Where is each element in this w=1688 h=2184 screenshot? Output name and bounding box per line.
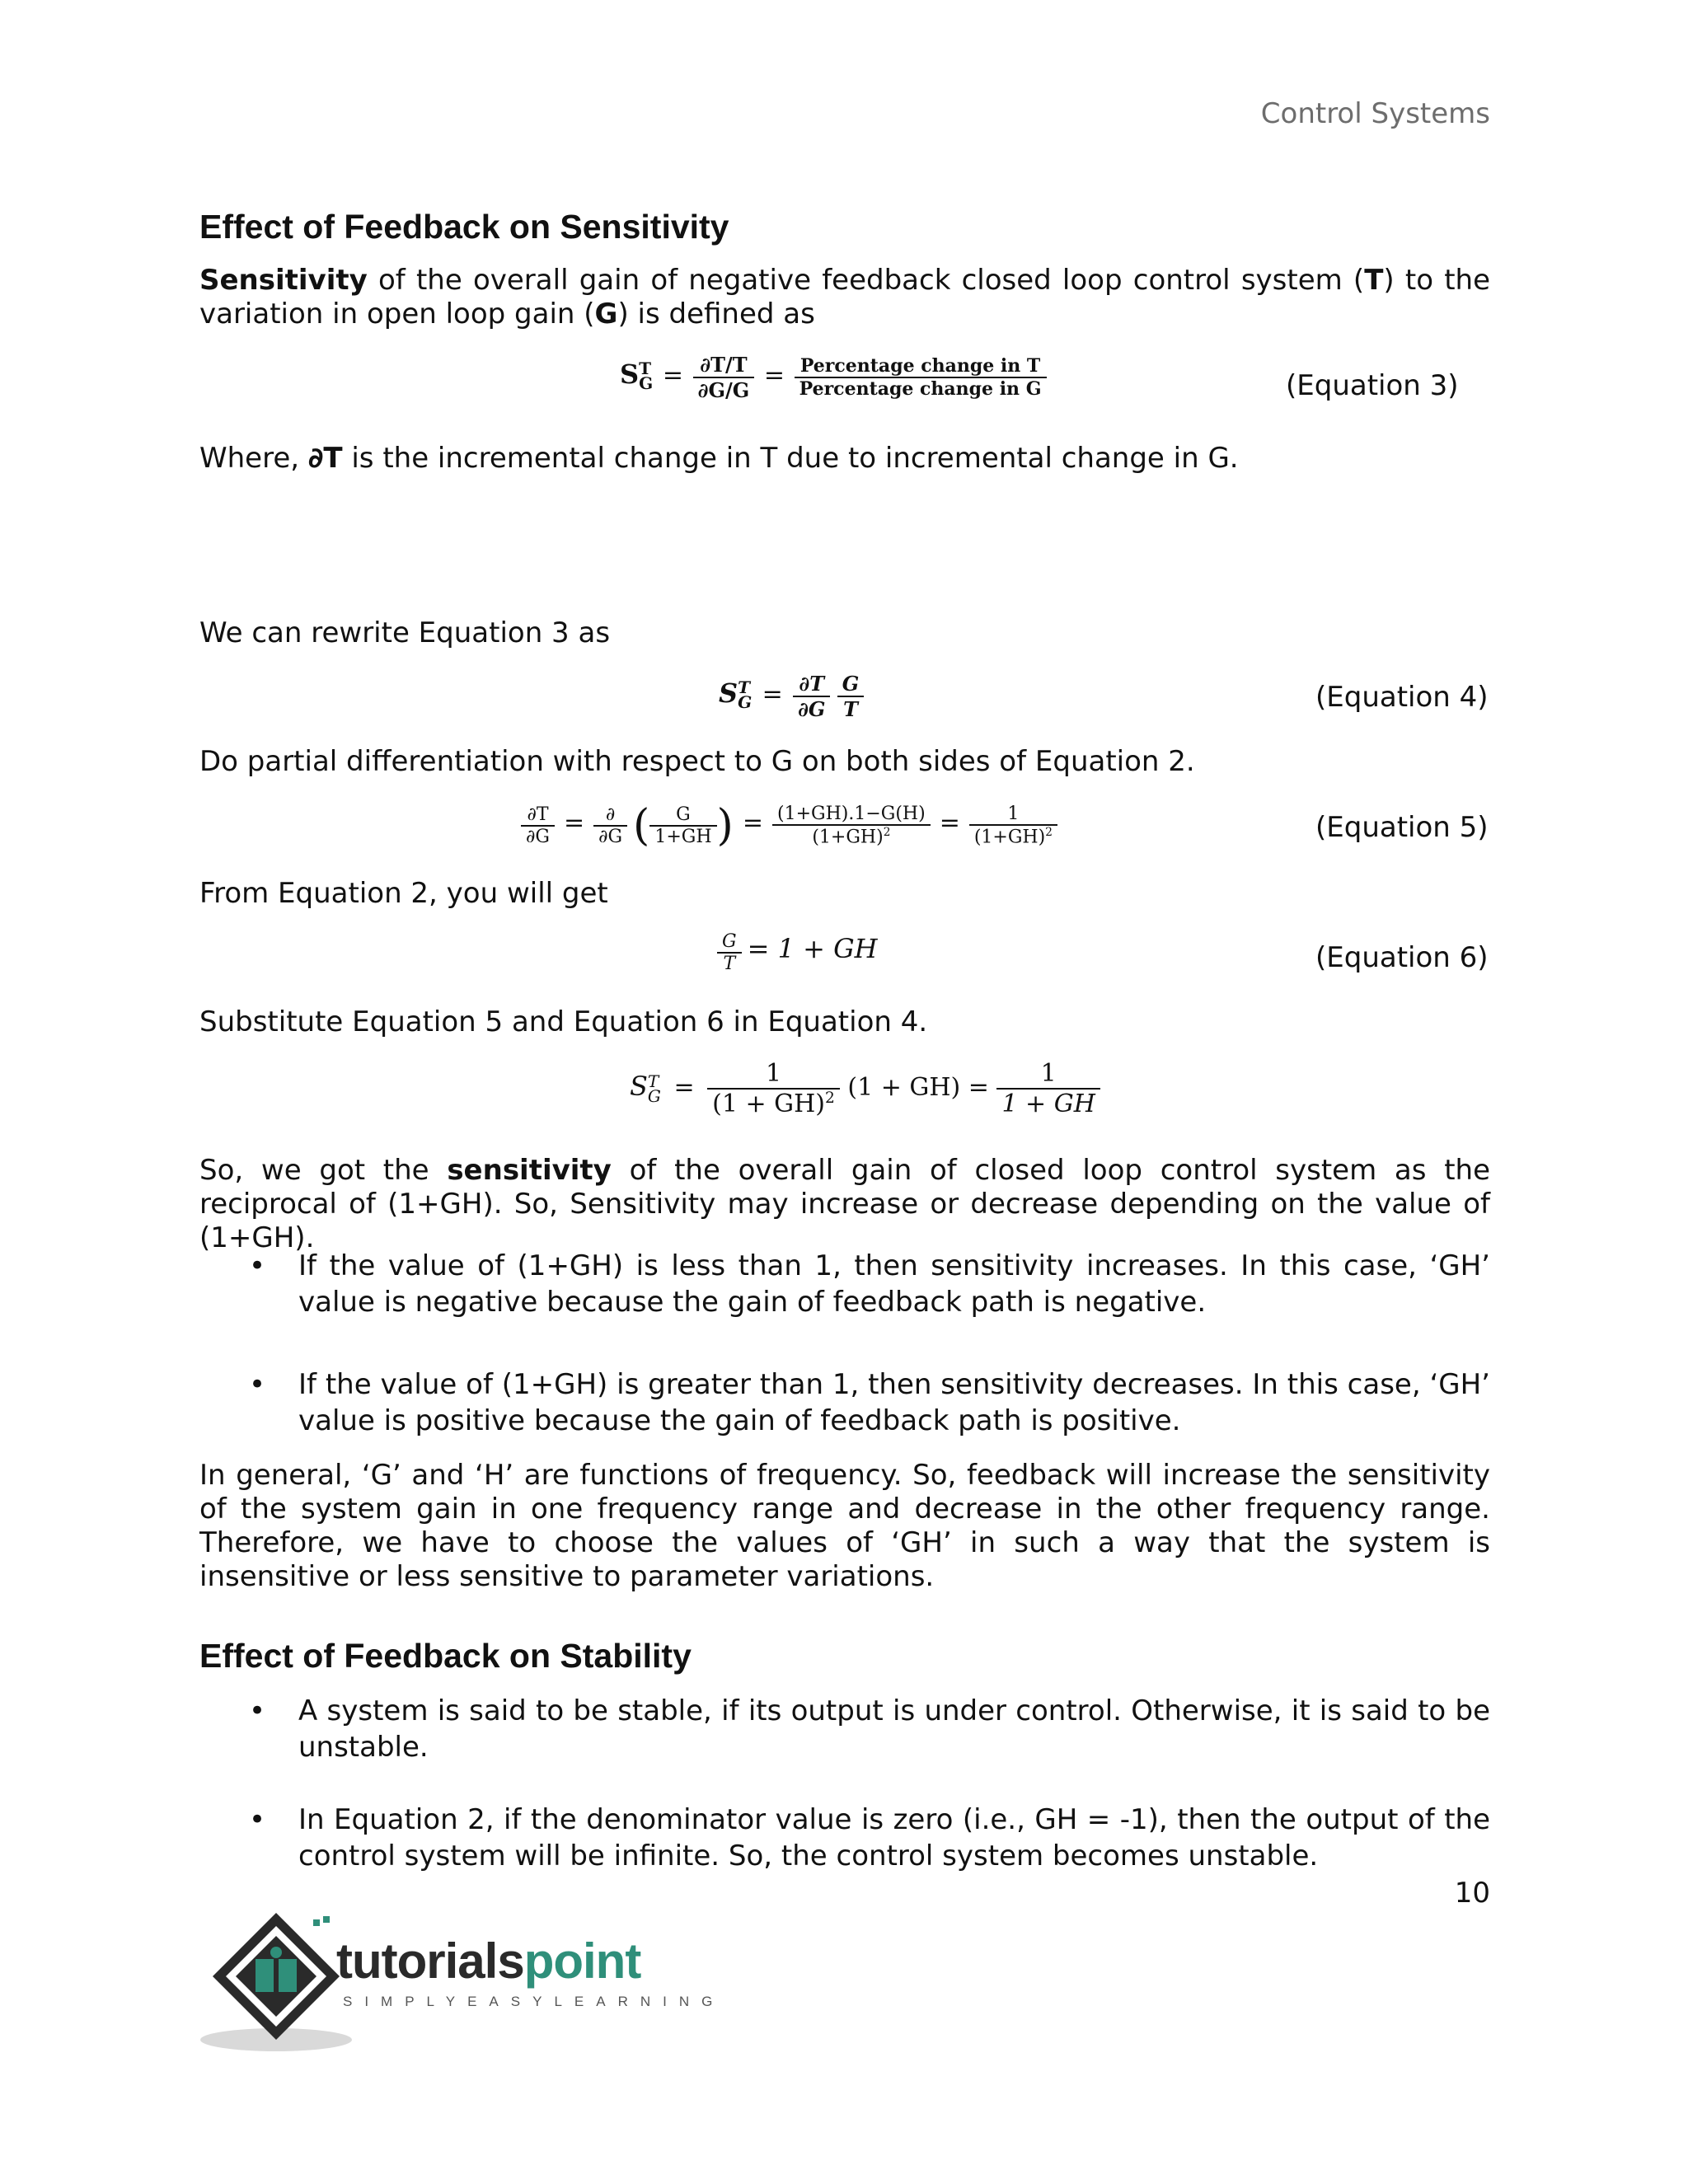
tutorialspoint-logo xyxy=(198,1908,725,2056)
conclusion-paragraph: So, we got the sensitivity of the overall gain of closed loop control system as the reciprocal of (1+GH). So, Sensitivity may increase or decrease depending on the value of (1+GH). xyxy=(199,1154,1490,1254)
eq7-frac-1: $\frac{1}{(1 + GH)^2}$ xyxy=(707,1059,840,1118)
intro-paragraph xyxy=(199,264,1490,331)
running-header: Control Systems xyxy=(1260,97,1490,130)
intro-G: G xyxy=(594,298,618,330)
bullet-icon: • xyxy=(249,1694,266,1727)
eq3-lhs: S T G xyxy=(620,358,654,393)
eq4-frac-G-T: $\frac{G}{T}$ xyxy=(837,672,865,721)
intro-T: T xyxy=(1364,264,1384,297)
eq6-rhs: = 1 + GH xyxy=(747,933,878,964)
equation-result: S T G = $\frac{1}{(1 + GH)^2}$ (1 + GH) = $\frac{1}{1 + GH}$ xyxy=(630,1059,1100,1118)
eq4-lhs: S T G xyxy=(719,677,753,712)
intro-text-2: ) to the variation in open loop gain ( xyxy=(199,264,1491,330)
bullet-icon: • xyxy=(249,1368,266,1401)
eq7-middle: (1 + GH) = xyxy=(847,1073,989,1102)
eq3-frac-percentage: $\frac{\text{Percentage change in T}}{\text{Percentage change in G}}$ xyxy=(795,355,1047,400)
eq5-frac-quotient: $\frac{(1+GH).1-G(H)}{(1+GH)^2}$ xyxy=(772,804,931,847)
eq5-frac-result: $\frac{1}{(1+GH)^2}$ xyxy=(969,804,1057,847)
section-heading-sensitivity: Effect of Feedback on Sensitivity xyxy=(199,208,729,246)
equation-6-label: (Equation 6) xyxy=(1315,941,1489,974)
intro-bold: Sensitivity xyxy=(199,264,368,297)
eq5-frac-G-1GH: $\frac{G}{1+GH}$ xyxy=(649,804,716,847)
list-item: • If the value of (1+GH) is less than 1, then sensitivity increases. In this case, ‘GH’ value is negative because the gain of feedback path is negative. xyxy=(249,1249,1490,1319)
eq7-frac-2: $\frac{1}{1 + GH}$ xyxy=(996,1059,1100,1118)
eq4-equals: = xyxy=(762,679,783,709)
intro-text-1: of the overall gain of negative feedback closed loop control system ( xyxy=(367,264,1365,297)
eq4-frac-dT-dG: $\frac{\partial T}{\partial G}$ xyxy=(793,672,830,721)
rewrite-text: We can rewrite Equation 3 as xyxy=(199,616,611,649)
where-line: Where, ∂T is the incremental change in T due to incremental change in G. xyxy=(199,442,1239,475)
logo-tagline: SIMPLYEASYLEARNING xyxy=(343,1994,725,2009)
from-eq2-text: From Equation 2, you will get xyxy=(199,877,608,910)
equation-6 xyxy=(717,931,878,974)
eq3-equals-1: = xyxy=(662,360,683,390)
section-heading-stability: Effect of Feedback on Stability xyxy=(199,1637,692,1675)
eq7-lhs: S T G xyxy=(630,1071,661,1106)
conclusion-bold: sensitivity xyxy=(447,1154,612,1187)
eq6-frac-G-T: $\frac{G}{T}$ xyxy=(717,931,742,974)
equation-4-label: (Equation 4) xyxy=(1315,681,1489,714)
bullet-icon: • xyxy=(249,1249,266,1282)
eq3-equals-2: = xyxy=(763,360,785,390)
logo-wordmark: tutorialspoint xyxy=(336,1933,641,1989)
where-symbol: ∂T xyxy=(307,442,343,475)
list-item: • A system is said to be stable, if its output is under control. Otherwise, it is said to be unstable. xyxy=(249,1694,1490,1764)
list-item: • In Equation 2, if the denominator value is zero (i.e., GH = -1), then the output of the control system will be infinite. So, the control system becomes unstable. xyxy=(249,1803,1490,1872)
eq3-frac-dT-dG: $\frac{\partial T/T}{\partial G/G}$ xyxy=(693,353,755,402)
eq5-frac-partial: $\frac{\partial}{\partial G}$ xyxy=(593,804,627,847)
equation-4 xyxy=(719,672,864,721)
general-paragraph: In general, ‘G’ and ‘H’ are functions of frequency. So, feedback will increase the sensitivity of the system gain in one frequency range and decrease in the other frequency range. Therefore, we have to choose the values of ‘GH’ in such a way that the system is insensitive or less sensitive to parameter variations. xyxy=(199,1459,1490,1593)
equation-3 xyxy=(620,353,1047,402)
bullet-icon: • xyxy=(249,1803,266,1836)
page-number: 10 xyxy=(1454,1877,1490,1910)
substitute-text: Substitute Equation 5 and Equation 6 in Equation 4. xyxy=(199,1005,928,1038)
equation-3-label: (Equation 3) xyxy=(1286,369,1459,402)
list-item: • If the value of (1+GH) is greater than 1, then sensitivity decreases. In this case, ‘GH’ value is positive because the gain of feedback path is positive. xyxy=(249,1368,1490,1437)
equation-5: $\frac{\partial T}{\partial G}$ = $\frac{\partial}{\partial G}$ ( $\frac{G}{1+GH}$ ) = $\frac{(1+GH).1-G(H)}{(1+GH)^2}$ = $\frac{1}{(1+GH)^2}$ xyxy=(521,801,1057,851)
intro-text-3: ) is defined as xyxy=(617,298,815,330)
partial-diff-text: Do partial differentiation with respect to G on both sides of Equation 2. xyxy=(199,745,1195,778)
eq5-frac-dT-dG: $\frac{\partial T}{\partial G}$ xyxy=(521,804,555,847)
equation-5-label: (Equation 5) xyxy=(1315,811,1489,844)
